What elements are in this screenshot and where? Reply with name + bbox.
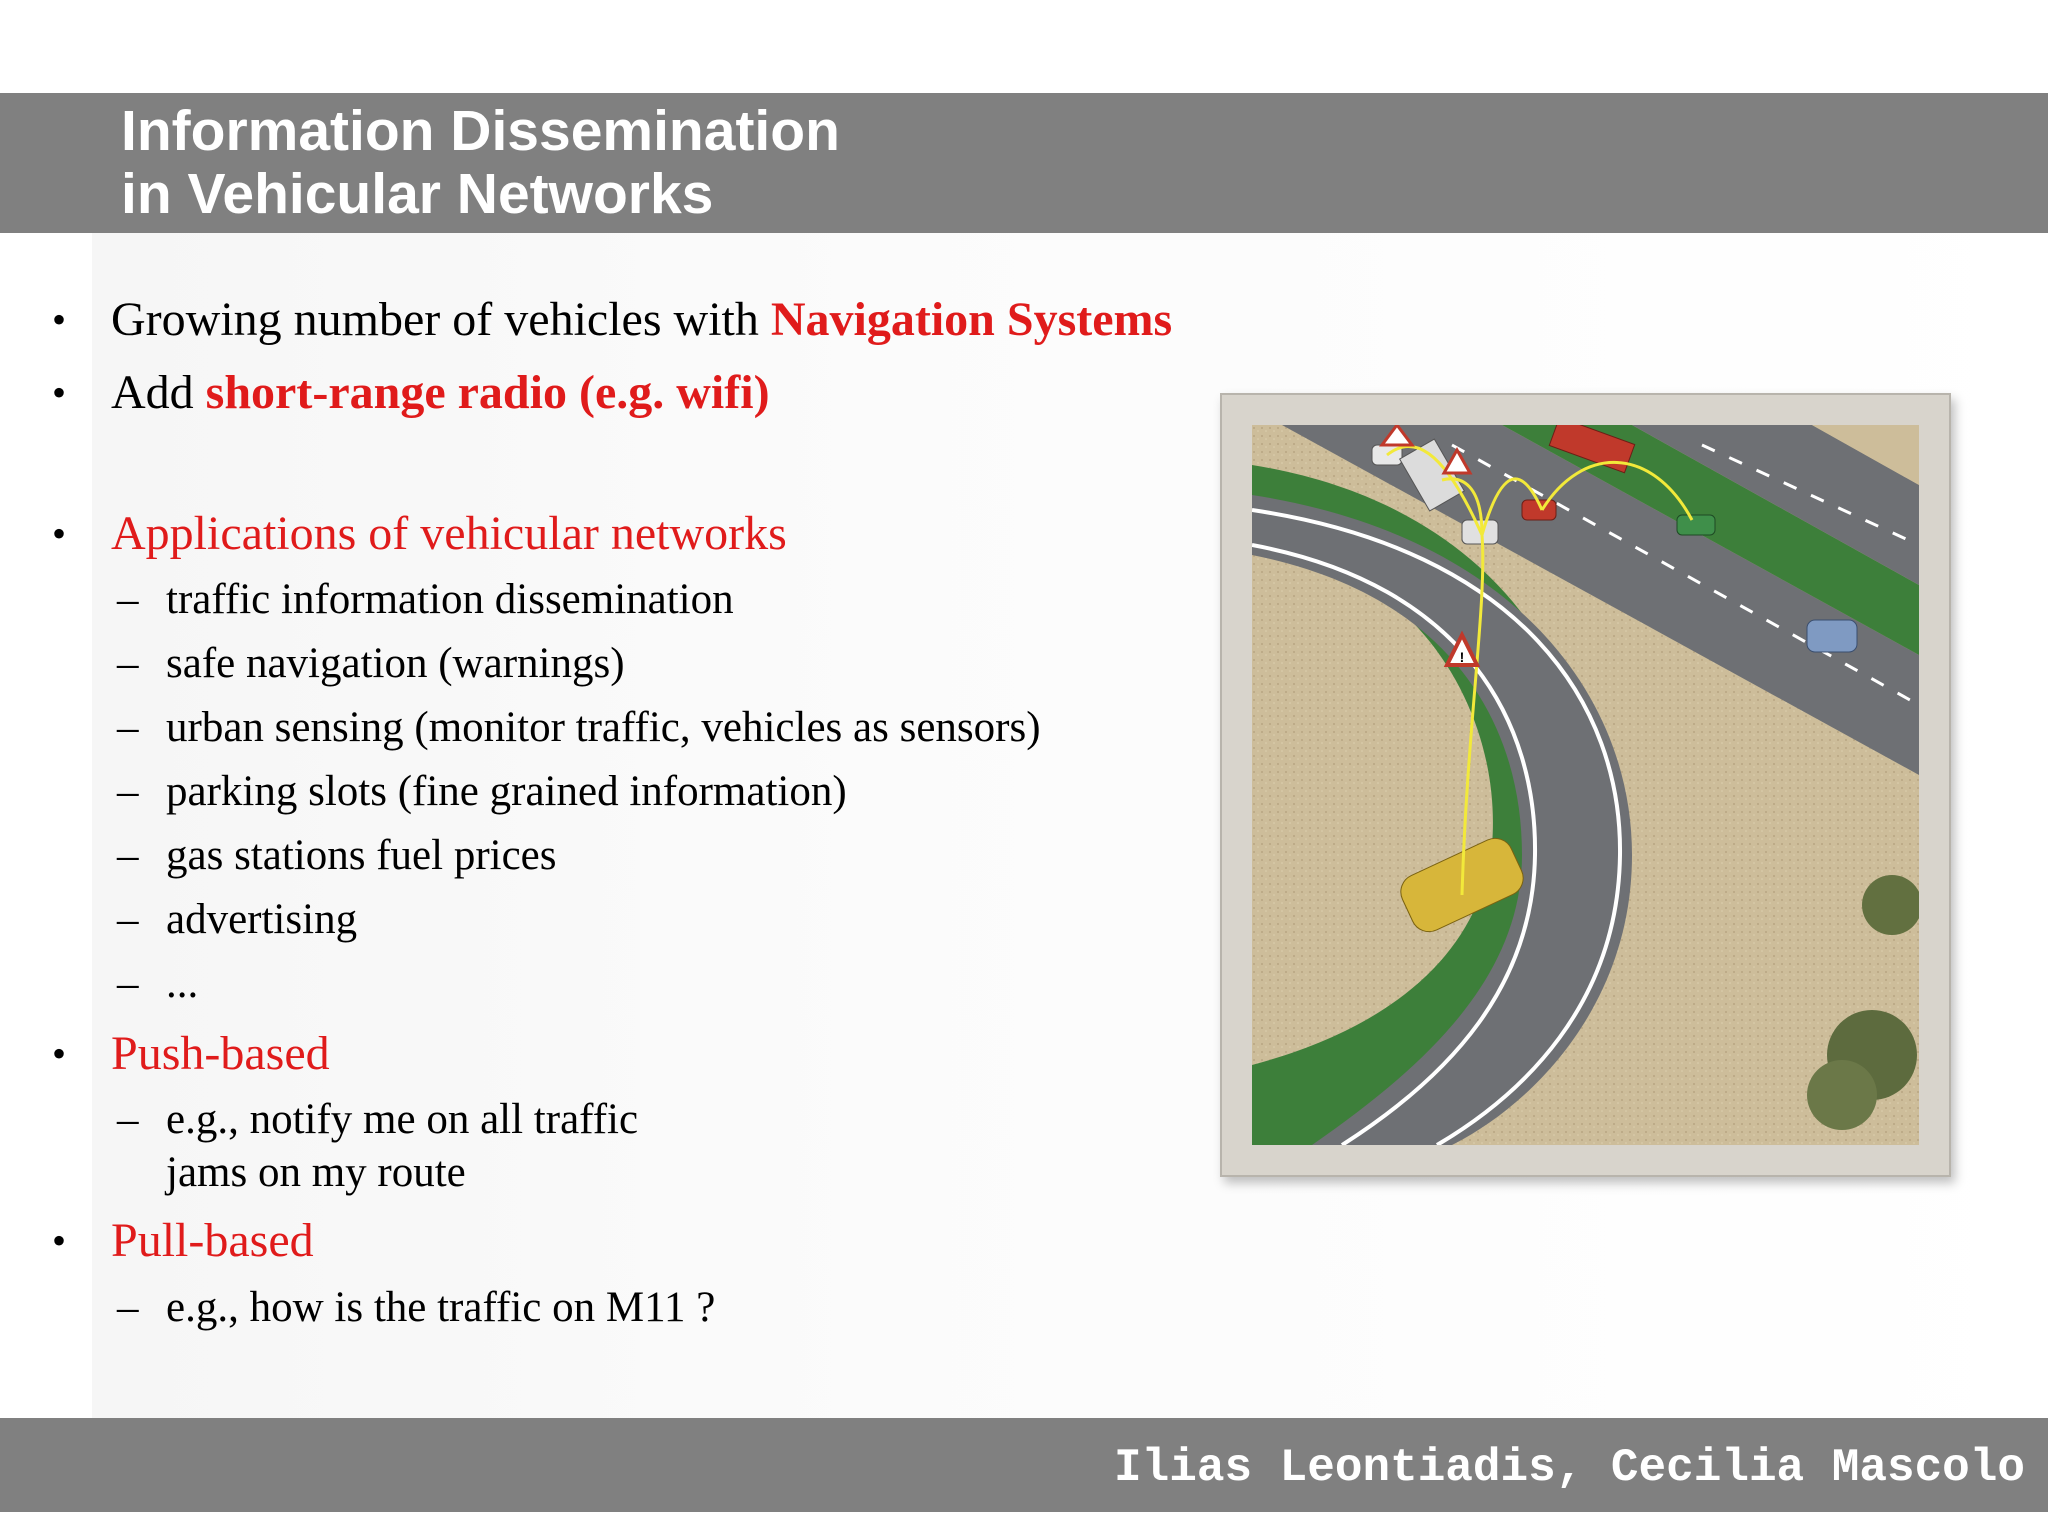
sub-item: e.g., how is the traffic on M11 ? (166, 1284, 716, 1331)
dash-glyph: – (117, 640, 139, 687)
title-line-1: Information Dissemination (121, 99, 840, 163)
bullet-glyph: • (52, 511, 67, 556)
sub-item: e.g., notify me on all traffic (166, 1096, 639, 1143)
bullet-navigation (111, 294, 1172, 346)
dash-glyph: – (117, 960, 139, 1007)
sub-item: gas stations fuel prices (166, 832, 557, 879)
bullet-push-based: Push-based (111, 1027, 330, 1080)
bullet-applications: Applications of vehicular networks (111, 507, 787, 560)
sub-item: parking slots (fine grained information) (166, 768, 847, 815)
bullet-glyph: • (52, 370, 67, 415)
bullet-text: Add (111, 366, 206, 419)
svg-text:!: ! (1459, 649, 1465, 665)
bullet-radio (111, 367, 770, 419)
sub-item-continuation: jams on my route (166, 1149, 466, 1196)
sub-item: ... (166, 960, 199, 1007)
slide-title (121, 100, 840, 226)
highlight-navigation-systems: Navigation Systems (770, 293, 1173, 346)
road-scene-image (1252, 425, 1919, 1145)
bullet-glyph: • (52, 297, 67, 342)
bullet-glyph: • (52, 1218, 67, 1263)
dash-glyph: – (117, 704, 139, 751)
dash-glyph: – (117, 576, 139, 623)
bullet-pull-based: Pull-based (111, 1214, 314, 1267)
dash-glyph: – (117, 768, 139, 815)
highlight-short-range-radio: short-range radio (e.g. wifi) (205, 366, 770, 419)
sub-item: advertising (166, 896, 358, 943)
dash-glyph: – (117, 832, 139, 879)
title-line-2: in Vehicular Networks (121, 162, 714, 226)
dash-glyph: – (117, 1284, 139, 1331)
bullet-glyph: • (52, 1031, 67, 1076)
sub-item: urban sensing (monitor traffic, vehicles as sensors) (166, 704, 1041, 751)
bullet-text: Growing number of vehicles with (111, 293, 771, 346)
illustration-frame (1220, 393, 1951, 1177)
dash-glyph: – (117, 1096, 139, 1143)
dash-glyph: – (117, 896, 139, 943)
vehicular-network-illustration (1252, 425, 1919, 1145)
sub-item: traffic information dissemination (166, 576, 734, 623)
sub-item: safe navigation (warnings) (166, 640, 625, 687)
footer-authors: Ilias Leontiadis, Cecilia Mascolo (1114, 1442, 2025, 1494)
